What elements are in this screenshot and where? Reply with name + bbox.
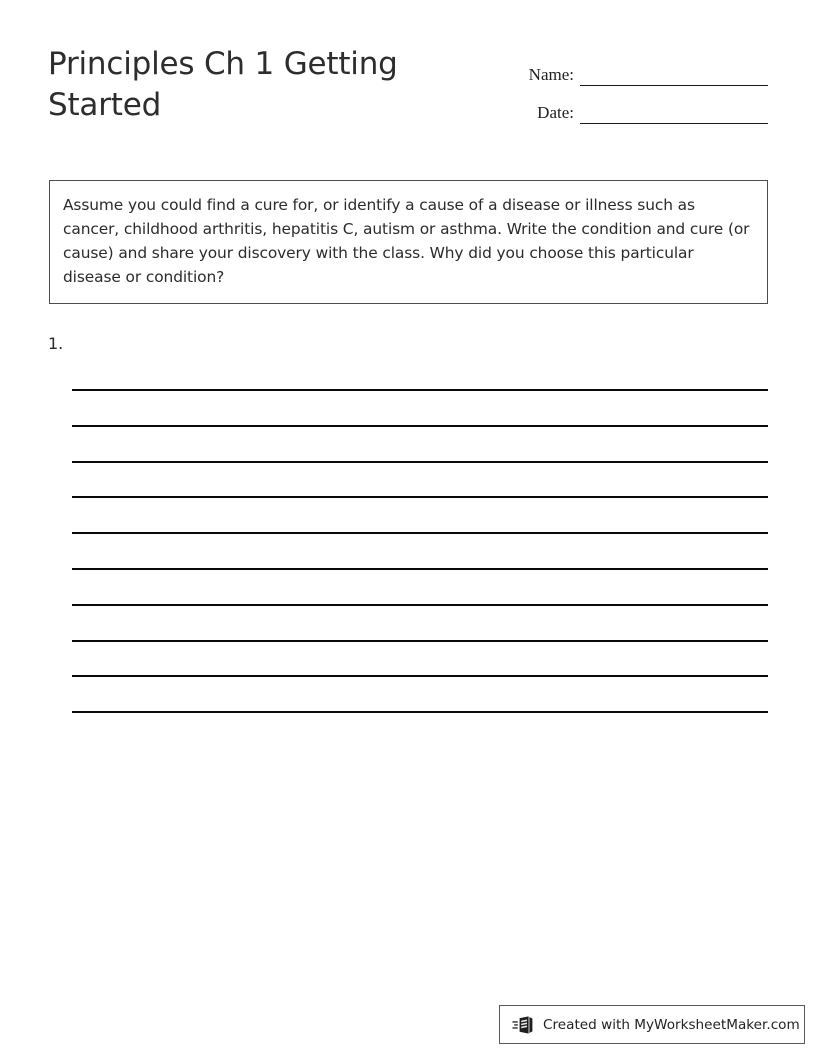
created-with-label: Created with MyWorksheetMaker.com xyxy=(543,1016,800,1033)
question-number: 1. xyxy=(48,334,64,353)
answer-line[interactable] xyxy=(72,532,768,534)
answer-line[interactable] xyxy=(72,461,768,463)
answer-line[interactable] xyxy=(72,604,768,606)
answer-line[interactable] xyxy=(72,640,768,642)
directions-text: Assume you could find a cure for, or identify a cause of a disease or illness such as cancer, childhood arthritis, hepatitis C, autism or asthma. Write the condition and cure (or cause) and share your discovery with the class. Why did you choose this particular disease or condition? xyxy=(63,196,750,286)
answer-line[interactable] xyxy=(72,496,768,498)
answer-lines-group xyxy=(72,389,768,713)
answer-line[interactable] xyxy=(72,425,768,427)
created-with-badge[interactable] xyxy=(499,1005,805,1044)
date-input-rule[interactable] xyxy=(580,123,768,124)
answer-line[interactable] xyxy=(72,568,768,570)
date-label: Date: xyxy=(537,103,574,122)
question-block xyxy=(48,333,768,355)
page-title: Principles Ch 1 Getting Started xyxy=(48,46,398,123)
name-input-rule[interactable] xyxy=(580,85,768,86)
answer-line[interactable] xyxy=(72,675,768,677)
worksheet-maker-logo-icon xyxy=(512,1013,536,1037)
answer-line[interactable] xyxy=(72,389,768,391)
name-date-block xyxy=(520,50,768,126)
name-row xyxy=(520,50,768,88)
worksheet-header xyxy=(48,44,768,140)
date-row xyxy=(520,88,768,126)
directions-box xyxy=(49,180,768,304)
name-label: Name: xyxy=(528,65,574,84)
answer-line[interactable] xyxy=(72,711,768,713)
